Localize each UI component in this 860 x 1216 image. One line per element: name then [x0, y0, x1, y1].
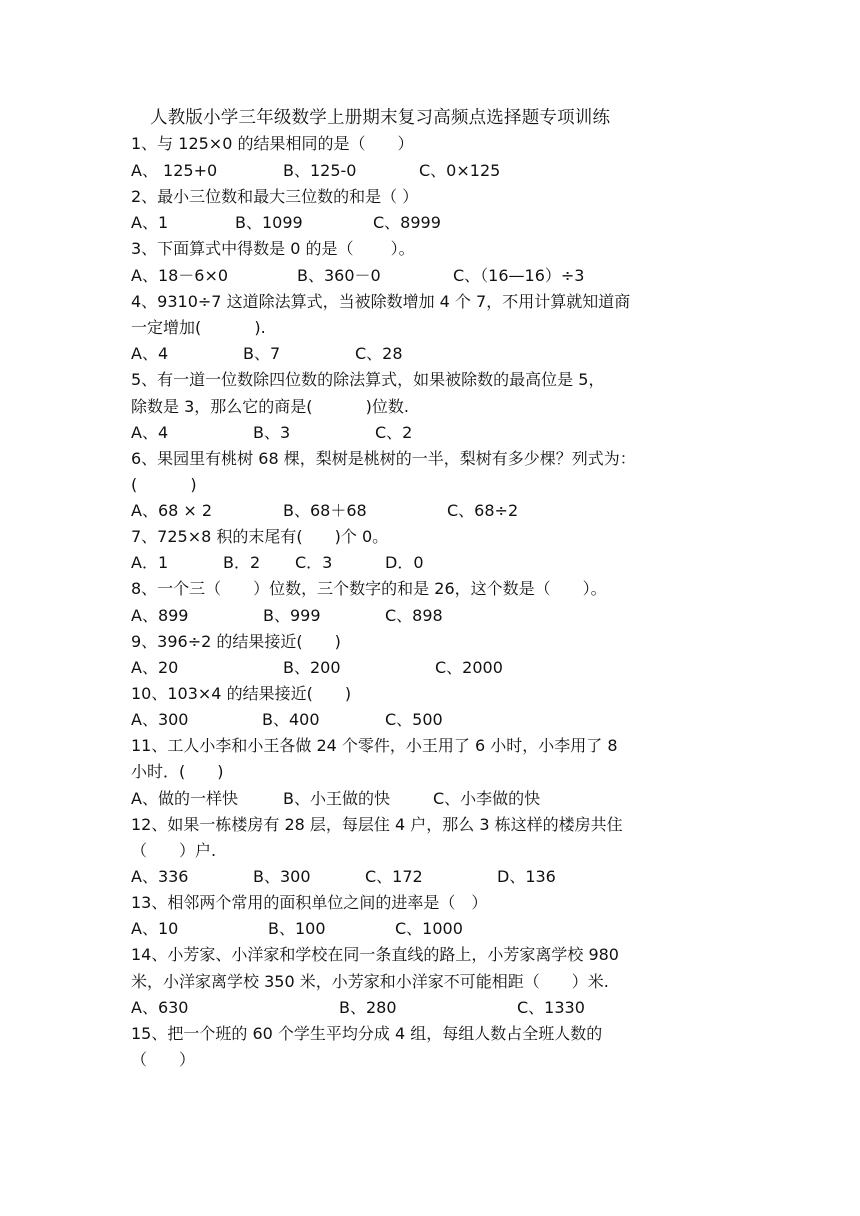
question-15-text-2: （ ）	[131, 1050, 196, 1069]
question-6-text-2: ( )	[131, 475, 197, 494]
question-5-text-1: 5、有一道一位数除四位数的除法算式，如果被除数的最高位是 5，	[131, 370, 605, 389]
question-2-text: 2、最小三位数和最大三位数的和是（ ）	[131, 187, 419, 206]
question-5-option-b: B、3	[253, 423, 291, 442]
question-8-text: 8、一个三（ ）位数，三个数字的和是 26，这个数是（ ）。	[131, 579, 607, 598]
question-12-option-b: B、300	[253, 867, 311, 886]
question-11-option-c: C、小李做的快	[433, 789, 541, 808]
question-6-option-c: C、68÷2	[447, 501, 519, 520]
question-14-text-2: 米，小洋家离学校 350 米，小芳家和小洋家不可能相距（ ）米.	[131, 972, 609, 991]
question-5-option-c: C、2	[375, 423, 413, 442]
question-7-text: 7、725×8 积的末尾有( )个 0。	[131, 527, 389, 546]
question-10-text: 10、103×4 的结果接近( )	[131, 684, 352, 703]
question-8-option-a: A、899	[131, 606, 189, 625]
question-4-text-1: 4、9310÷7 这道除法算式，当被除数增加 4 个 7，不用计算就知道商	[131, 292, 631, 311]
question-1-option-b: B、125-0	[283, 161, 357, 180]
question-14-text-1: 14、小芳家、小洋家和学校在同一条直线的路上，小芳家离学校 980	[131, 945, 619, 964]
question-10-option-b: B、400	[262, 710, 320, 729]
question-9-text: 9、396÷2 的结果接近( )	[131, 632, 341, 651]
question-6-text-1: 6、果园里有桃树 68 棵，梨树是桃树的一半，梨树有多少棵？列式为：	[131, 449, 636, 468]
question-11-text-1: 11、工人小李和小王各做 24 个零件，小王用了 6 小时，小李用了 8	[131, 736, 618, 755]
question-11-text-2: 小时．( )	[131, 762, 224, 781]
question-11-option-a: A、做的一样快	[131, 789, 238, 808]
question-5-text-2: 除数是 3，那么它的商是( )位数.	[131, 397, 409, 416]
question-9-option-a: A、20	[131, 658, 179, 677]
question-4-option-a: A、4	[131, 344, 169, 363]
question-7-option-c: C．3	[295, 553, 333, 572]
question-10-option-c: C、500	[385, 710, 443, 729]
question-9-option-b: B、200	[283, 658, 341, 677]
question-11-option-b: B、小王做的快	[283, 789, 390, 808]
question-15-text-1: 15、把一个班的 60 个学生平均分成 4 组，每组人数占全班人数的	[131, 1024, 603, 1043]
question-4-text-2: 一定增加( ).	[131, 318, 266, 337]
question-8-option-c: C、898	[385, 606, 443, 625]
question-8-option-b: B、999	[263, 606, 321, 625]
question-13-option-c: C、1000	[395, 919, 463, 938]
question-7-option-d: D．0	[385, 553, 424, 572]
question-12-option-c: C、172	[365, 867, 423, 886]
question-1-option-c: C、0×125	[419, 161, 501, 180]
question-2-option-c: C、8999	[373, 213, 441, 232]
question-5-option-a: A、4	[131, 423, 169, 442]
question-7-option-a: A．1	[131, 553, 169, 572]
question-4-option-c: C、28	[355, 344, 403, 363]
question-3-option-b: B、360－0	[297, 266, 381, 285]
question-12-text-1: 12、如果一栋楼房有 28 层，每层住 4 户，那么 3 栋这样的楼房共住	[131, 815, 623, 834]
question-1-option-a: A、 125+0	[131, 161, 218, 180]
question-13-option-b: B、100	[268, 919, 326, 938]
question-3-option-c: C、（16—16）÷3	[453, 266, 585, 285]
question-6-option-b: B、68＋68	[283, 501, 367, 520]
question-1-text: 1、与 125×0 的结果相同的是（ ）	[131, 134, 414, 153]
question-2-option-a: A、1	[131, 213, 169, 232]
page-title: 人教版小学三年级数学上册期末复习高频点选择题专项训练	[150, 108, 611, 128]
question-12-option-a: A、336	[131, 867, 189, 886]
question-3-text: 3、下面算式中得数是 0 的是（ ）。	[131, 239, 415, 258]
question-7-option-b: B．2	[223, 553, 261, 572]
question-12-option-d: D、136	[497, 867, 556, 886]
question-2-option-b: B、1099	[235, 213, 303, 232]
question-13-option-a: A、10	[131, 919, 179, 938]
question-14-option-b: B、280	[339, 998, 397, 1017]
question-10-option-a: A、300	[131, 710, 189, 729]
question-14-option-a: A、630	[131, 998, 189, 1017]
question-6-option-a: A、68 × 2	[131, 501, 213, 520]
question-9-option-c: C、2000	[435, 658, 503, 677]
question-4-option-b: B、7	[243, 344, 281, 363]
question-3-option-a: A、18－6×0	[131, 266, 229, 285]
question-14-option-c: C、1330	[517, 998, 585, 1017]
question-13-text: 13、相邻两个常用的面积单位之间的进率是（ ）	[131, 893, 488, 912]
question-12-text-2: （ ）户.	[131, 841, 217, 860]
